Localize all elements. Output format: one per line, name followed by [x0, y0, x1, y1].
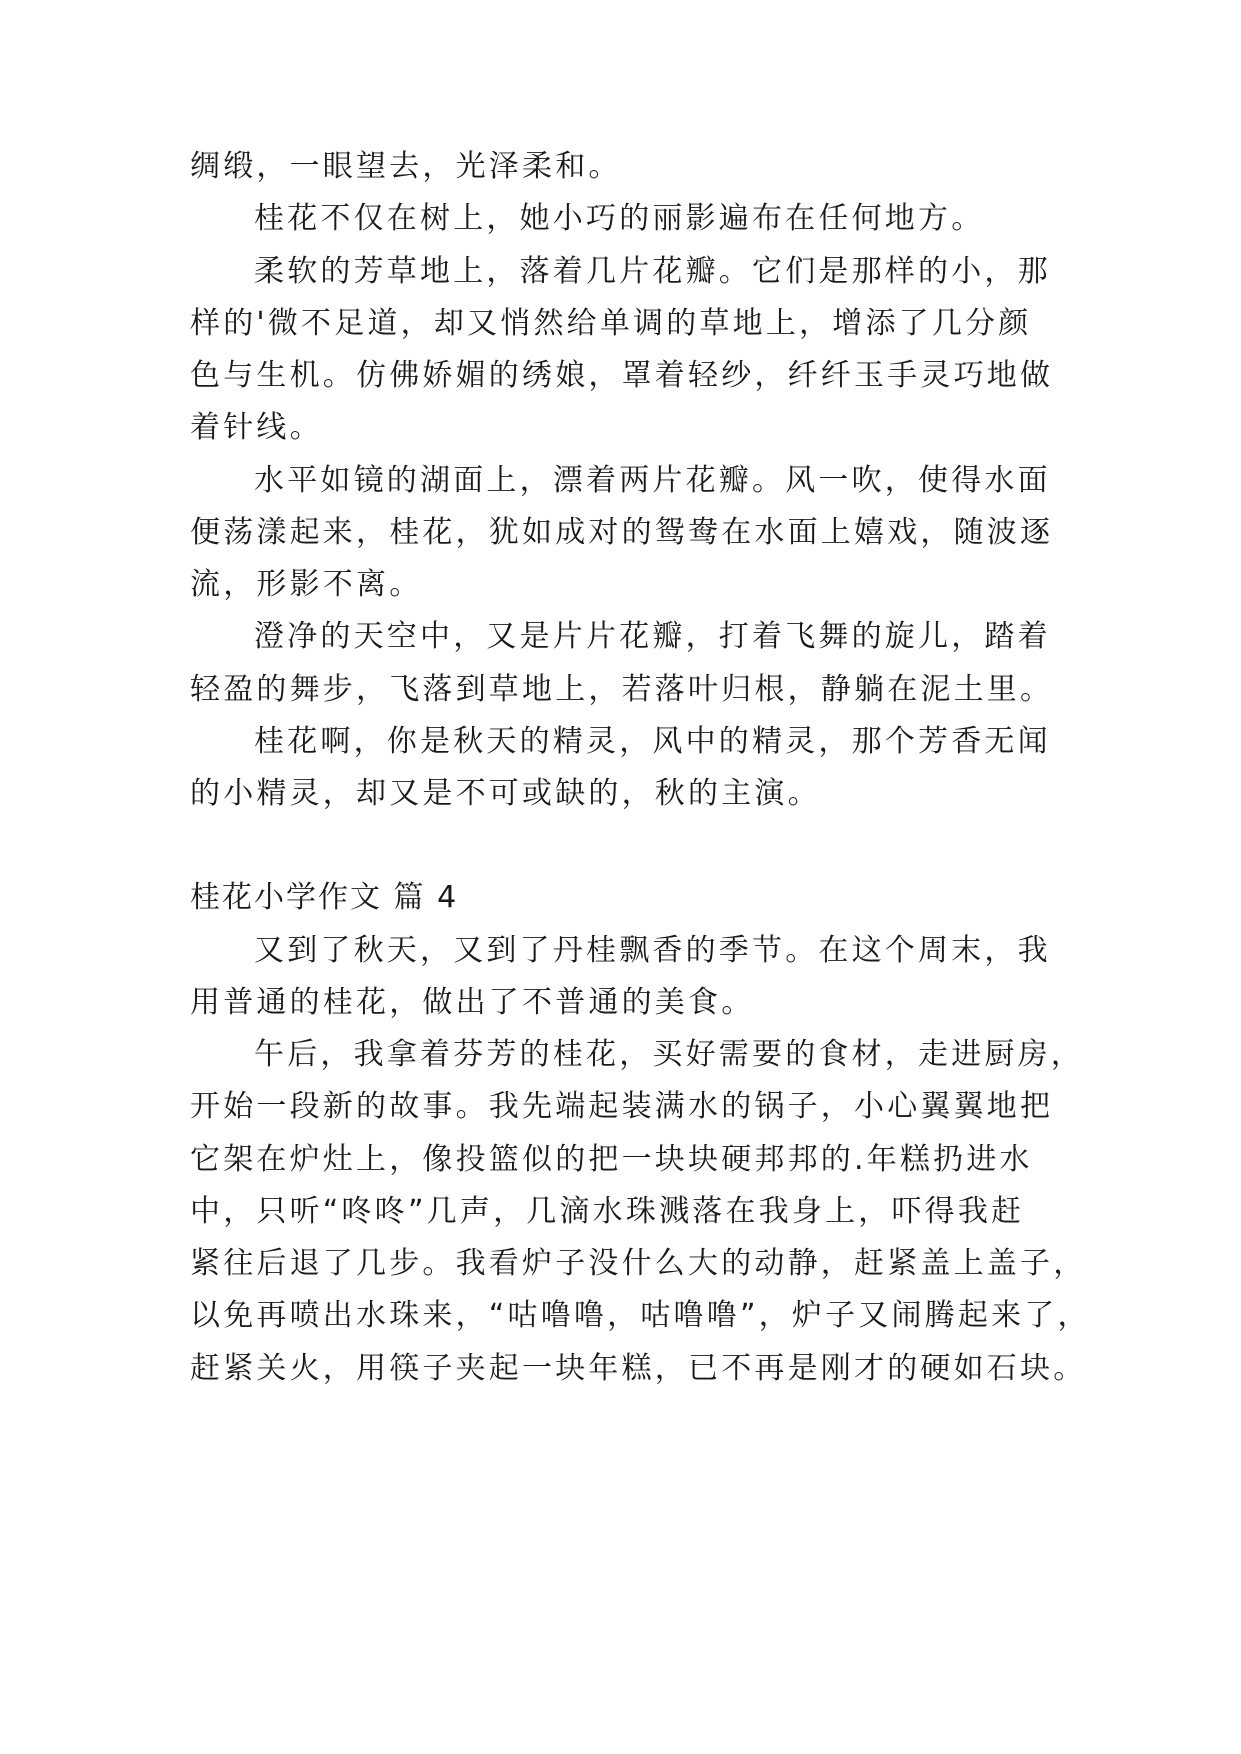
paragraph-line: 轻盈的舞步，飞落到草地上，若落叶归根，静躺在泥土里。 — [190, 672, 1054, 707]
paragraph-line: 便荡漾起来，桂花，犹如成对的鸳鸯在水面上嬉戏，随波逐 — [190, 515, 1054, 550]
section-heading: 桂花小学作文 篇 4 — [190, 880, 459, 915]
paragraph-line: 样的'微不足道，却又悄然给单调的草地上，增添了几分颜 — [190, 306, 1032, 341]
paragraph-line: 它架在炉灶上，像投篮似的把一块块硬邦邦的.年糕扔进水 — [190, 1142, 1033, 1177]
paragraph-line: 用普通的桂花，做出了不普通的美食。 — [190, 985, 755, 1020]
paragraph-line: 澄净的天空中，又是片片花瓣，打着飞舞的旋儿，踏着 — [254, 619, 1051, 654]
paragraph-line: 开始一段新的故事。我先端起装满水的锅子，小心翼翼地把 — [190, 1089, 1054, 1124]
paragraph-line: 的小精灵，却又是不可或缺的，秋的主演。 — [190, 776, 821, 811]
paragraph-line: 桂花不仅在树上，她小巧的丽影遍布在任何地方。 — [254, 201, 985, 236]
paragraph-line: 着针线。 — [190, 410, 323, 445]
paragraph-line: 午后，我拿着芬芳的桂花，买好需要的食材，走进厨房， — [254, 1037, 1084, 1072]
paragraph-line: 流，形影不离。 — [190, 567, 423, 602]
paragraph-line: 柔软的芳草地上，落着几片花瓣。它们是那样的小，那 — [254, 254, 1051, 289]
paragraph-line: 水平如镜的湖面上，漂着两片花瓣。风一吹，使得水面 — [254, 463, 1051, 498]
paragraph-line: 绸缎，一眼望去，光泽柔和。 — [190, 149, 622, 184]
paragraph-line: 色与生机。仿佛娇媚的绣娘，罩着轻纱，纤纤玉手灵巧地做 — [190, 358, 1054, 393]
paragraph-line: 以免再喷出水珠来，“咕噜噜，咕噜噜”，炉子又闹腾起来了， — [190, 1298, 1091, 1333]
paragraph-line: 中，只听“咚咚”几声，几滴水珠溅落在我身上，吓得我赶 — [190, 1194, 1025, 1229]
paragraph-line: 又到了秋天，又到了丹桂飘香的季节。在这个周末，我 — [254, 933, 1051, 968]
paragraph-line: 桂花啊，你是秋天的精灵，风中的精灵，那个芳香无闻 — [254, 724, 1051, 759]
paragraph-line: 赶紧关火，用筷子夹起一块年糕，已不再是刚才的硬如石块。 — [190, 1351, 1087, 1386]
paragraph-line: 紧往后退了几步。我看炉子没什么大的动静，赶紧盖上盖子， — [190, 1246, 1087, 1281]
